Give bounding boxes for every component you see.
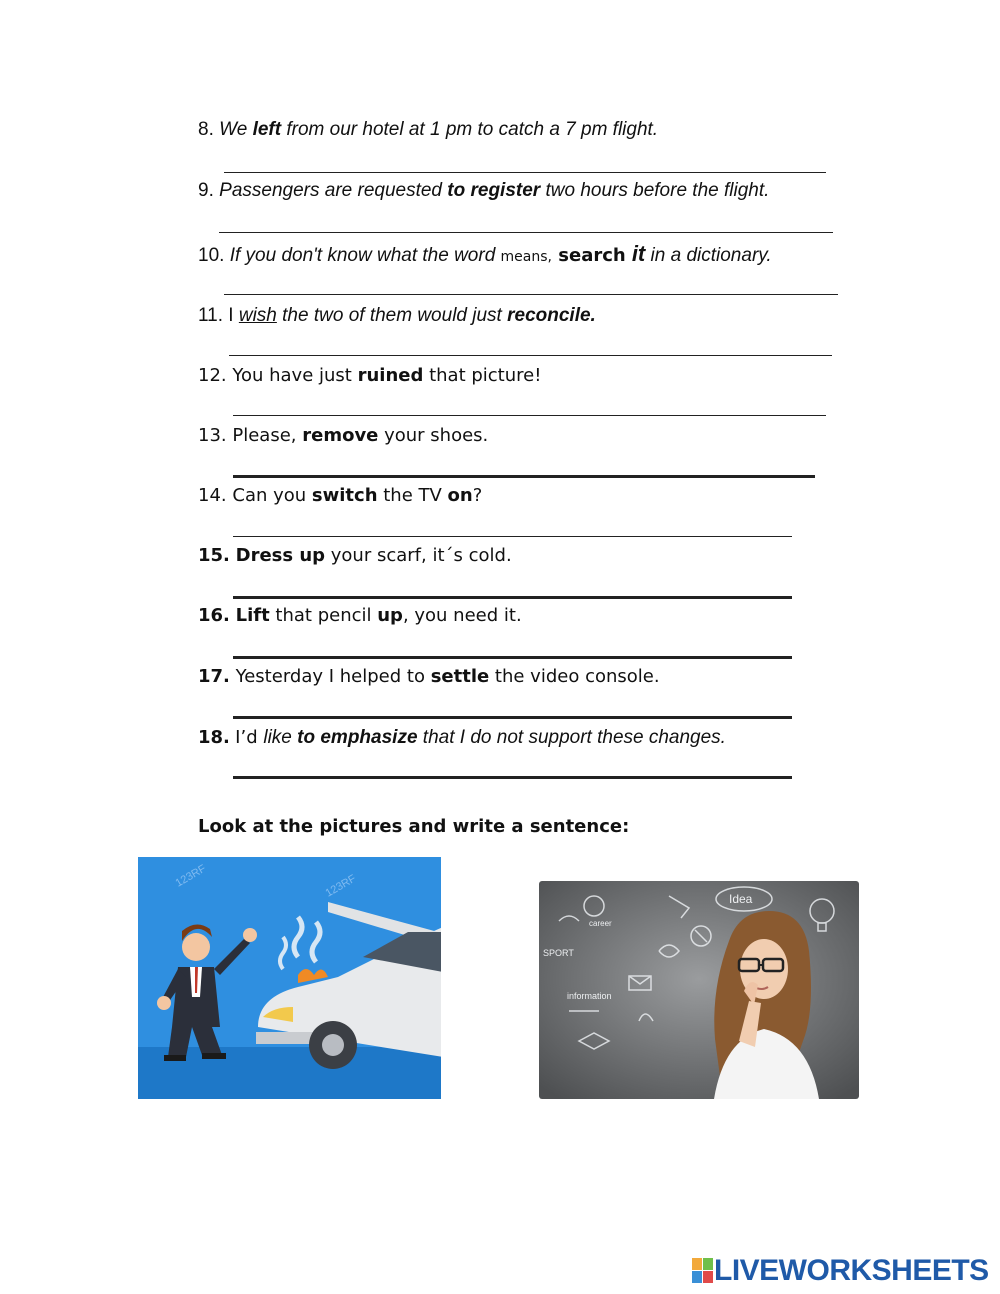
underlined-word: wish (238, 305, 277, 326)
target-verb: search (552, 245, 626, 266)
target-verb: it (625, 241, 646, 266)
question-text: that pencil (269, 605, 378, 626)
watermark-text: 123RF (323, 872, 359, 900)
target-particle: on (447, 485, 473, 506)
question-12 (198, 364, 541, 388)
answer-line-12[interactable] (233, 415, 826, 416)
logo-text: LIVEWORKSHEETS (714, 1254, 989, 1287)
question-text: your scarf, it´s cold. (325, 545, 512, 566)
target-verb: to register (447, 180, 541, 201)
question-text: If you don't know what the word (229, 245, 501, 266)
question-text: that picture! (423, 365, 542, 386)
doodle-text: career (589, 919, 612, 928)
question-text: Yesterday I helped to (235, 666, 431, 687)
target-verb: remove (302, 425, 379, 446)
question-14 (198, 484, 482, 508)
picture-broken-car (138, 857, 441, 1099)
picture-thinking-woman (539, 881, 859, 1099)
question-number: 10. (198, 245, 225, 266)
question-text: the TV (377, 485, 448, 506)
question-text: the video console. (489, 666, 660, 687)
question-text: from our hotel at 1 pm to catch a 7 pm flight. (281, 119, 659, 140)
question-number: 11. (198, 305, 224, 326)
broken-car-illustration (138, 857, 441, 1099)
liveworksheets-logo (692, 1254, 989, 1288)
answer-line-18[interactable] (233, 776, 792, 779)
question-number: 9. (198, 180, 214, 201)
question-text: two hours before the flight. (540, 180, 770, 201)
question-number: 12. (198, 365, 227, 386)
question-number: 15. (198, 545, 230, 566)
question-15 (198, 544, 512, 568)
question-10 (198, 242, 772, 269)
question-text: the two of them would just (276, 305, 508, 326)
target-verb: reconcile. (507, 305, 596, 326)
question-text: We (219, 119, 253, 140)
question-text: , you need it. (402, 605, 522, 626)
answer-line-10[interactable] (224, 294, 838, 295)
thinking-woman-photo (539, 881, 859, 1099)
question-text: I (228, 305, 239, 326)
target-verb: left (252, 119, 282, 140)
question-text: I’d (235, 727, 264, 748)
answer-line-16[interactable] (233, 656, 792, 659)
question-text: like (263, 727, 298, 748)
doodle-text: SPORT (543, 948, 574, 958)
logo-badge-icon (692, 1258, 714, 1284)
question-text: means, (500, 249, 552, 265)
section-heading: Look at the pictures and write a sentence: (198, 816, 630, 837)
question-16 (198, 604, 522, 628)
answer-line-15[interactable] (233, 596, 792, 599)
question-13 (198, 424, 488, 448)
question-17 (198, 665, 660, 689)
question-number: 13. (198, 425, 227, 446)
target-verb: to emphasize (297, 727, 418, 748)
question-8 (198, 118, 658, 142)
answer-line-8[interactable] (224, 172, 826, 173)
question-text: You have just (232, 365, 358, 386)
question-number: 17. (198, 666, 230, 687)
target-verb: settle (430, 666, 490, 687)
target-verb: Lift (235, 605, 270, 626)
question-text: your shoes. (378, 425, 489, 446)
target-verb: Dress up (235, 545, 326, 566)
question-text: Can you (232, 485, 312, 506)
doodle-text: information (567, 991, 612, 1001)
target-particle: up (377, 605, 403, 626)
question-text: Please, (232, 425, 303, 446)
question-text: Passengers are requested (219, 180, 448, 201)
answer-line-14[interactable] (233, 536, 792, 537)
question-18 (198, 726, 726, 750)
watermark-text: 123RF (173, 862, 209, 890)
answer-line-17[interactable] (233, 716, 792, 719)
question-number: 14. (198, 485, 227, 506)
answer-line-11[interactable] (229, 355, 832, 356)
question-number: 8. (198, 119, 214, 140)
question-number: 18. (198, 727, 230, 748)
answer-line-13[interactable] (233, 475, 815, 478)
target-verb: switch (311, 485, 378, 506)
doodle-text: Idea (729, 892, 753, 906)
question-number: 16. (198, 605, 230, 626)
answer-line-9[interactable] (219, 232, 833, 233)
question-9 (198, 179, 769, 203)
question-11 (198, 304, 596, 328)
question-text: that I do not support these changes. (417, 727, 726, 748)
question-text: in a dictionary. (645, 245, 772, 266)
question-text: ? (472, 485, 483, 506)
target-verb: ruined (357, 365, 424, 386)
